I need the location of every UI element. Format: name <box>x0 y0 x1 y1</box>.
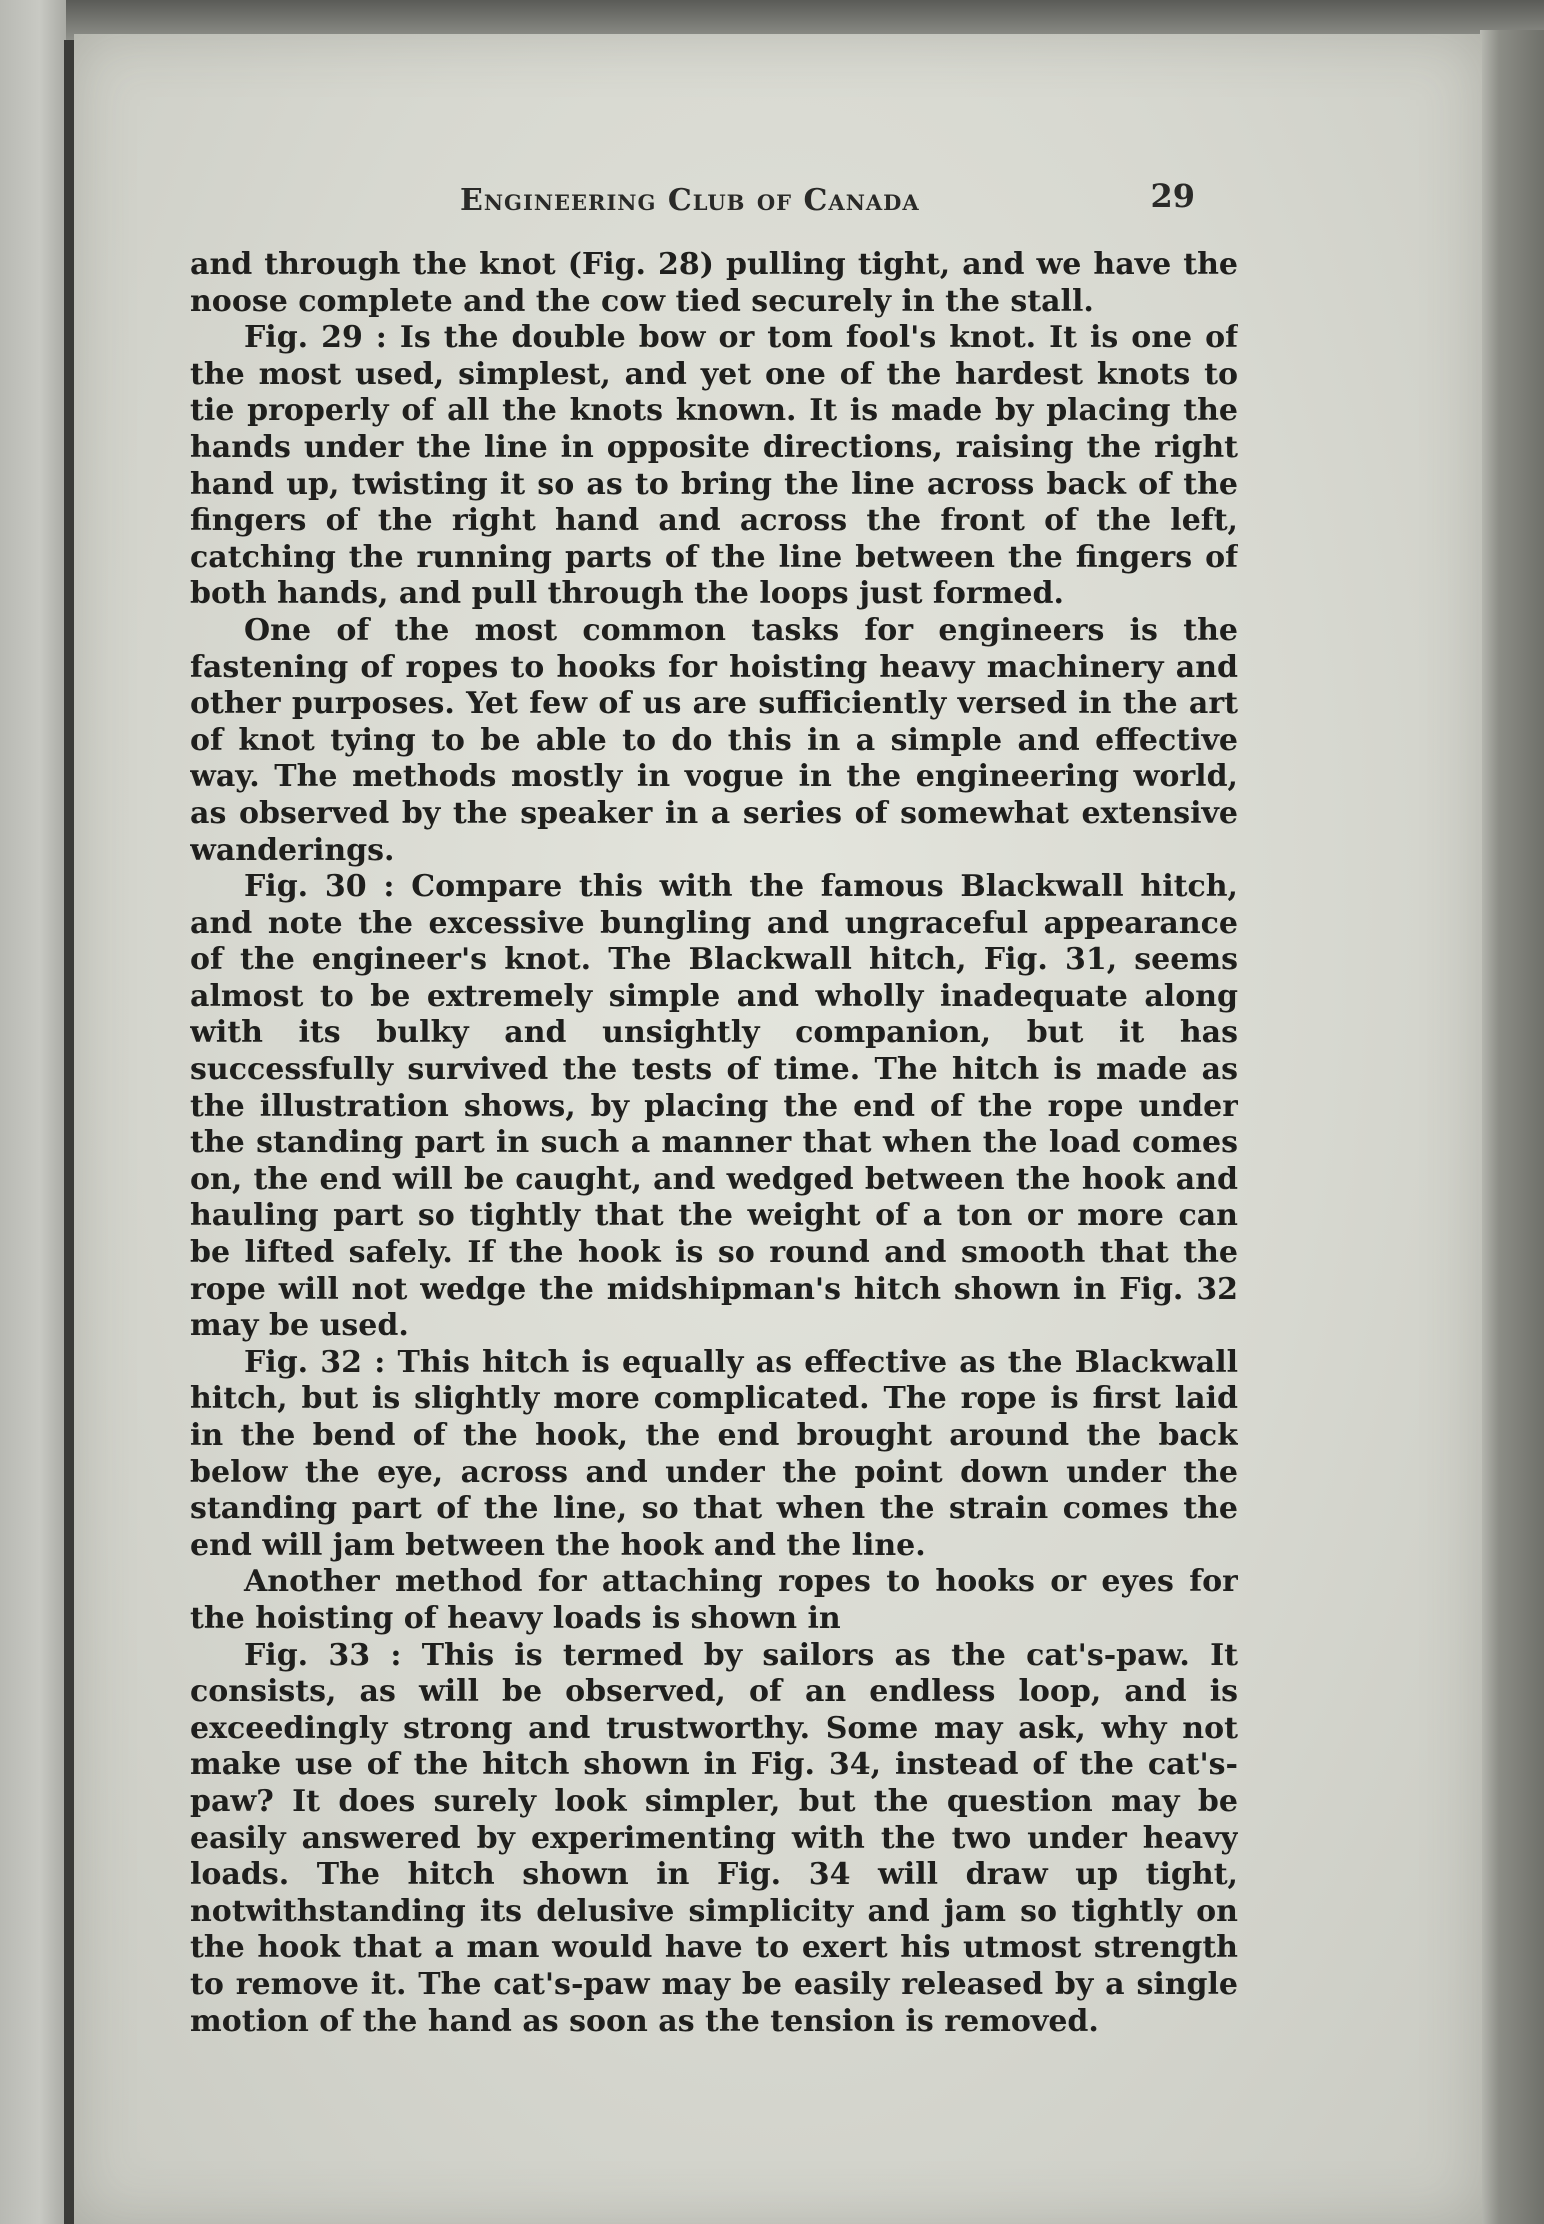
paragraph: Fig. 30 : Compare this with the famous Blackwall hitch, and note the excessive bungling and ungraceful appearance of the engineer's knot. The Blackwall hitch, Fig. 31, seems almost to be extremely simple and wholly inadequate along with its bulky and unsightly companion, but it has successfully survived the tests of time. The hitch is made as the illustration shows, by placing the end of the rope under the standing part in such a manner that when the load comes on, the end will be caught, and wedged between the hook and hauling part so tightly that the weight of a ton or more can be lifted safely. If the hook is so round and smooth that the rope will not wedge the midshipman's hitch shown in Fig. 32 may be used. <box>190 869 1238 1344</box>
paragraph: One of the most common tasks for engineers is the fastening of ropes to hooks for hoisting heavy machinery and other purposes. Yet few of us are sufficiently versed in the art of knot tying to be able to do this in a simple and effective way. The methods mostly in vogue in the engineering world, as observed by the speaker in a series of somewhat extensive wanderings. <box>190 612 1238 868</box>
running-title: Engineering Club of Canada <box>460 183 920 218</box>
paragraph: Fig. 33 : This is termed by sailors as the cat's-paw. It consists, as will be observed, of an endless loop, and is exceedingly strong and trustworthy. Some may ask, why not make use of the hitch shown in Fig. 34, instead of the cat's-paw? It does surely look simpler, but the question may be easily answered by experimenting with the two under heavy loads. The hitch shown in Fig. 34 will draw up tight, notwithstanding its delusive simplicity and jam so tightly on the hook that a man would have to exert his utmost strength to remove it. The cat's-paw may be easily released by a single motion of the hand as soon as the tension is removed. <box>190 1637 1238 2039</box>
paragraph: Fig. 29 : Is the double bow or tom fool's knot. It is one of the most used, simplest, and yet one of the hardest knots to tie properly of all the knots known. It is made by placing the hands under the line in opposite directions, raising the right hand up, twisting it so as to bring the line across back of the fingers of the right hand and across the front of the left, catching the running parts of the line between the fingers of both hands, and pull through the loops just formed. <box>190 320 1238 612</box>
book-spine <box>64 40 74 2224</box>
page-number: 29 <box>1150 177 1195 215</box>
paragraph: Fig. 32 : This hitch is equally as effective as the Blackwall hitch, but is slightly more complicated. The rope is first laid in the bend of the hook, the end brought around the back below the eye, across and under the point down under the standing part of the line, so that when the strain comes the end will jam between the hook and the line. <box>190 1344 1238 1563</box>
paragraph: and through the knot (Fig. 28) pulling tight, and we have the noose complete and the cow tied securely in the stall. <box>190 247 1238 319</box>
running-header <box>385 175 1215 225</box>
paragraph: Another method for attaching ropes to hooks or eyes for the hoisting of heavy loads is shown in <box>190 1564 1238 1636</box>
page-right-edge <box>1480 30 1544 2224</box>
body-text <box>190 247 1238 2097</box>
scan-left-margin <box>0 0 66 2224</box>
